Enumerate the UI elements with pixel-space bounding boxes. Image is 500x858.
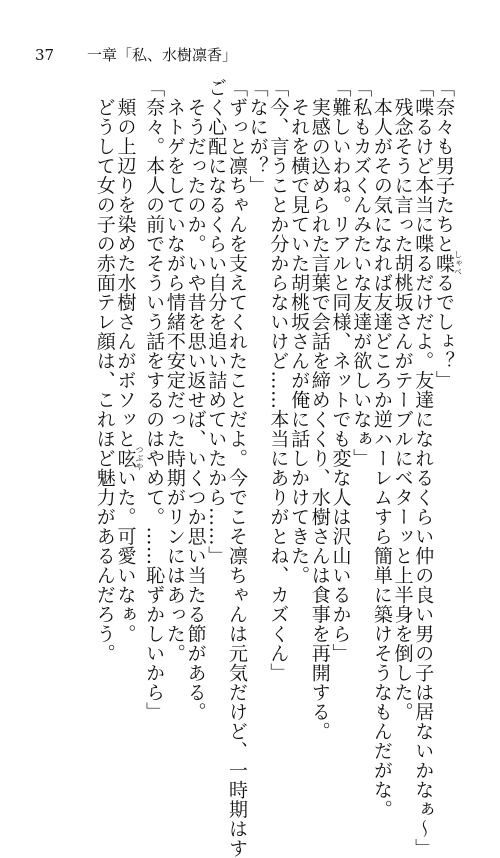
text-line: ネトゲをしていながら情緒不安定だった時期がリンにはあった。 (163, 78, 186, 663)
furigana (114, 445, 144, 471)
page-number: 37 (35, 46, 55, 64)
text-line: 「私もカズくんみたいな友達が欲しいなぁ」 (350, 78, 373, 468)
text-line (433, 78, 462, 678)
text-line: 残念そうに言った胡桃坂さんがテーブルにベターッと上半身を倒した。 (391, 78, 414, 722)
running-header (35, 44, 465, 66)
text-line: 本人がその気になれば友達どころか逆ハーレムすら簡単に築けそうなもんだがな。 (370, 78, 393, 819)
text-line: 「ずっと凛ちゃんを支えてくれたことだよ。今でこそ凛ちゃんは元気だけど、一時期はす (225, 78, 248, 858)
chapter-title: 一章「私、水樹凛香」 (87, 46, 238, 64)
line-segment: 「奈々も男子たちと (433, 78, 455, 254)
line-segment: いた。可愛いなぁ。 (114, 468, 137, 644)
text-line (115, 78, 144, 678)
ruby-reading: しゃべ (453, 250, 463, 276)
text-line: 実感の込められた言葉で会話を締めくくり、水樹さんは食事を再開する。 (308, 78, 331, 741)
text-line: 「なにが？」 (246, 78, 269, 195)
text-line: それを横で見ていた胡桃坂さんが俺に話しかけてきた。 (288, 78, 311, 585)
text-line: ごく心配になるくらい自分を追い詰めていたから……」 (205, 78, 228, 566)
text-line: そうだったのか。いや昔を思い返せば、いくつか思い当たる節がある。 (184, 78, 207, 722)
ruby-base: 呟 (114, 445, 137, 471)
line-segment: 頬の上辺りを染めた水樹さんがボソッと (114, 78, 137, 449)
ruby-reading: つぶや (134, 445, 144, 471)
text-line (143, 78, 166, 722)
text-line: 「今、言うことか分からないけど……本当にありがとね、カズくん」 (267, 78, 290, 683)
text-line: 「喋るけど本当に喋るだけだよ。友達になれるくらい仲の良い男の子は居ないかなぁ〜」 (412, 78, 435, 858)
vertical-body-text (42, 78, 463, 858)
ruby-base: 喋 (433, 250, 455, 276)
text-line: 「難しいわね。リアルと同様、ネットでも変な人は沢山いるから」 (329, 78, 352, 663)
line-segment: 「奈々。本人の前でそういう話をするのはやめて。……恥ずかしいから」 (143, 78, 166, 722)
line-segment: るでしょ？」 (433, 273, 455, 390)
text-line: どうして女の子の赤面テレ顔は、これほど魅力があるんだろう。 (93, 78, 116, 663)
furigana (433, 250, 463, 276)
